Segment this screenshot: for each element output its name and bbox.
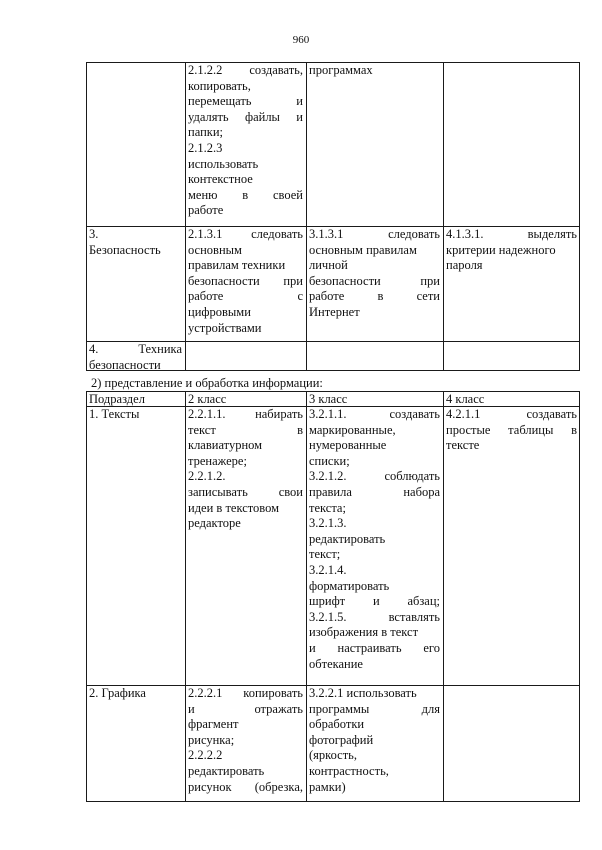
cell-text-line: Безопасность <box>89 242 161 257</box>
cell-t1-r2-subsection <box>86 226 185 258</box>
cell-t1-r2-grade3 <box>306 226 443 321</box>
cell-text-line: изображения в текст <box>309 625 419 640</box>
cell-text-line: 2.2.2.2 <box>188 748 223 763</box>
cell-t2-r2-subsection <box>86 685 185 702</box>
cell-text-line: критерии надежного <box>446 242 556 257</box>
header-grade-4: 4 класс <box>446 392 485 406</box>
cell-text-line: 3.2.1.5. вставлять <box>309 609 440 624</box>
cell-t2-r1-subsection <box>86 406 185 423</box>
cell-text-line: идеи в текстовом <box>188 500 280 515</box>
cell-text-line: 3. <box>89 227 99 241</box>
cell-text-line: 2.1.2.2 создавать, <box>188 63 303 77</box>
cell-text-line: безопасности при <box>188 273 303 288</box>
cell-text-line: 2. Графика <box>89 686 146 700</box>
cell-text-line: редактировать <box>309 531 386 546</box>
cell-text-line: нумерованные <box>309 438 387 453</box>
cell-t2-r1-grade3 <box>306 406 443 672</box>
cell-text-line: 4.1.3.1. выделять <box>446 227 577 241</box>
cell-text-line: рисунка; <box>188 732 235 747</box>
cell-text-line: основным правилам <box>309 242 417 257</box>
cell-text-line: шрифт и абзац; <box>309 594 440 609</box>
header-grade-2: 2 класс <box>188 392 227 406</box>
cell-text-line: форматировать <box>309 578 390 593</box>
cell-text-line: работе в сети <box>309 289 440 304</box>
cell-text-line: и отражать <box>188 701 303 716</box>
cell-t2-r2-grade2 <box>185 685 306 795</box>
cell-t1-r1-grade3 <box>306 62 443 79</box>
cell-text-line: использовать <box>188 156 259 171</box>
cell-text-line: 3.2.1.2. соблюдать <box>309 469 440 484</box>
cell-text-line: простые таблицы в <box>446 422 577 437</box>
cell-text-line: программах <box>309 63 373 77</box>
cell-text-line: обработки <box>309 717 365 732</box>
cell-text-line: основным <box>188 242 242 257</box>
cell-text-line: Интернет <box>309 304 360 319</box>
cell-text-line: 2.1.3.1 следовать <box>188 227 303 241</box>
cell-text-line: перемещать и <box>188 94 303 109</box>
cell-text-line: фрагмент <box>188 717 239 732</box>
cell-text-line: безопасности при <box>309 273 440 288</box>
cell-text-line: 3.2.1.4. <box>309 562 347 577</box>
cell-text-line: редакторе <box>188 516 241 531</box>
cell-text-line: устройствами <box>188 320 262 335</box>
cell-text-line: 2.1.2.3 <box>188 140 223 155</box>
cell-text-line: текст в <box>188 422 303 437</box>
cell-text-line: правила набора <box>309 484 440 499</box>
cell-text-line: редактировать <box>188 763 265 778</box>
page-number: 960 <box>292 34 310 46</box>
cell-text-line: контекстное <box>188 172 253 187</box>
cell-text-line: 3.2.1.3. <box>309 516 347 531</box>
cell-text-line: 2.2.2.1 копировать <box>188 686 303 700</box>
cell-text-line: личной <box>309 258 348 273</box>
cell-text-line: фотографий <box>309 732 374 747</box>
cell-text-line: работе <box>188 203 224 218</box>
table-divider <box>306 62 307 371</box>
header-subsection: Подраздел <box>89 392 145 406</box>
cell-text-line: тренажере; <box>188 453 247 468</box>
cell-t2-r1-grade2 <box>185 406 306 532</box>
cell-text-line: 3.2.2.1 использовать <box>309 686 417 700</box>
cell-text-line: текст; <box>309 547 341 562</box>
header-grade-3: 3 класс <box>309 392 348 406</box>
cell-text-line: правилам техники <box>188 258 286 273</box>
cell-text-line: маркированные, <box>309 422 396 437</box>
section-caption: 2) представление и обработка информации: <box>91 376 323 390</box>
cell-text-line: пароля <box>446 258 483 273</box>
cell-text-line: (яркость, <box>309 748 357 763</box>
cell-text-line: папки; <box>188 125 223 140</box>
cell-text-line: копировать, <box>188 78 251 93</box>
cell-text-line: 4. Техника <box>89 342 182 356</box>
cell-text-line: текста; <box>309 500 346 515</box>
cell-text-line: и настраивать его <box>309 640 440 655</box>
cell-text-line: 1. Тексты <box>89 407 140 421</box>
table-competencies-continued <box>86 62 580 371</box>
cell-text-line: контрастность, <box>309 763 389 778</box>
cell-t2-r1-grade4 <box>443 406 580 454</box>
cell-text-line: 3.1.3.1 следовать <box>309 227 440 241</box>
cell-text-line: клавиатурном <box>188 438 263 453</box>
cell-text-line: обтекание <box>309 656 363 671</box>
cell-t1-r2-grade4 <box>443 226 580 274</box>
cell-text-line: удалять файлы и <box>188 109 303 124</box>
cell-text-line: цифровыми <box>188 304 251 319</box>
cell-text-line: 4.2.1.1 создавать <box>446 407 577 421</box>
cell-t2-r2-grade3 <box>306 685 443 795</box>
cell-text-line: записывать свои <box>188 484 303 499</box>
cell-text-line: списки; <box>309 453 350 468</box>
cell-text-line: тексте <box>446 438 480 453</box>
cell-text-line: работе с <box>188 289 303 304</box>
cell-t1-r2-grade2 <box>185 226 306 336</box>
cell-t1-r3-subsection <box>86 341 185 373</box>
cell-text-line: 2.2.1.2. <box>188 469 226 484</box>
cell-text-line: 2.2.1.1. набирать <box>188 407 303 421</box>
table-divider <box>443 62 444 371</box>
cell-text-line: 3.2.1.1. создавать <box>309 407 440 421</box>
cell-text-line: меню в своей <box>188 187 303 202</box>
cell-text-line: безопасности <box>89 357 161 372</box>
cell-text-line: рамки) <box>309 779 346 794</box>
cell-text-line: программы для <box>309 701 440 716</box>
cell-t1-r1-grade2 <box>185 62 306 219</box>
cell-text-line: рисунок (обрезка, <box>188 779 303 794</box>
